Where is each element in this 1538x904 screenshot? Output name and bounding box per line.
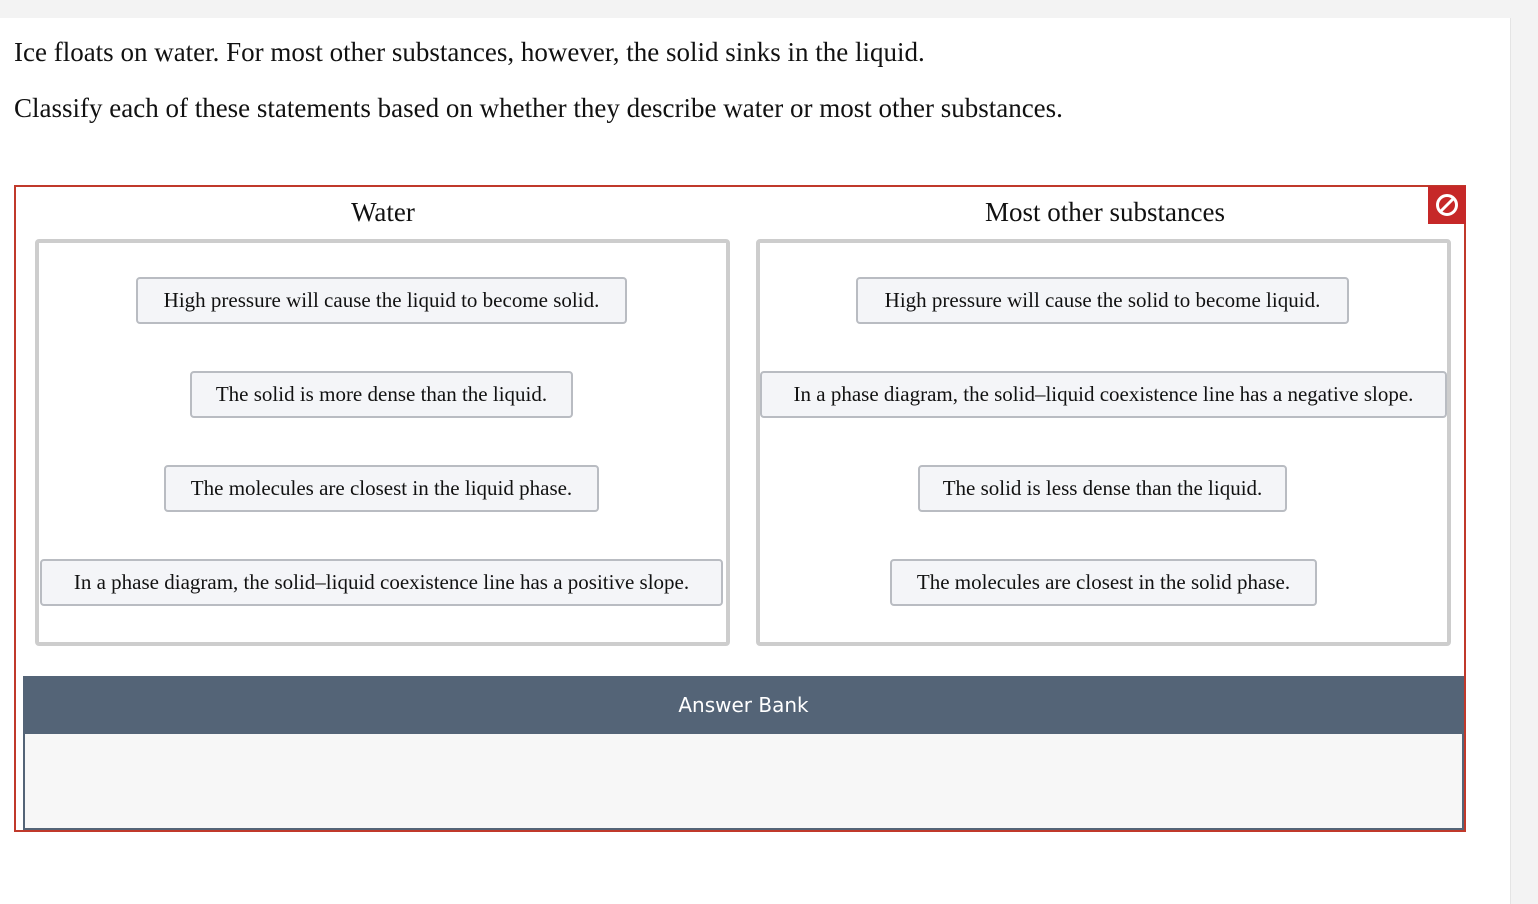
sorting-task [14, 185, 1466, 832]
card-label: High pressure will cause the solid to become liquid. [884, 288, 1321, 312]
bin-title-water: Water [351, 197, 415, 227]
card-label: The solid is less dense than the liquid. [942, 476, 1263, 500]
card-label: In a phase diagram, the solid–liquid coexistence line has a negative slope. [793, 382, 1414, 406]
answer-card[interactable] [136, 277, 627, 324]
answer-card[interactable] [918, 465, 1287, 512]
card-label: The molecules are closest in the solid phase. [916, 570, 1291, 594]
answer-card[interactable] [856, 277, 1349, 324]
card-label: The molecules are closest in the liquid phase. [190, 476, 573, 500]
answer-bank-drop-zone[interactable] [23, 734, 1464, 830]
drop-zone-water[interactable] [35, 239, 730, 646]
question-text: Ice floats on water. For most other substances, however, the solid sinks in the liquid. [14, 37, 925, 67]
answer-card[interactable] [890, 559, 1317, 606]
answer-bank-header: Answer Bank [23, 676, 1464, 734]
drop-zone-other-substances[interactable] [756, 239, 1451, 646]
card-label: The solid is more dense than the liquid. [215, 382, 548, 406]
answer-card[interactable] [40, 559, 723, 606]
scrollbar-track[interactable] [1510, 18, 1538, 904]
answer-card[interactable] [190, 371, 573, 418]
card-label: In a phase diagram, the solid–liquid coexistence line has a positive slope. [73, 570, 690, 594]
answer-card[interactable] [164, 465, 599, 512]
instruction-text: Classify each of these statements based on whether they describe water or most other substances. [14, 93, 1063, 123]
answer-card[interactable] [760, 371, 1447, 418]
card-label: High pressure will cause the liquid to become solid. [163, 288, 600, 312]
bin-title-other: Most other substances [985, 197, 1225, 227]
